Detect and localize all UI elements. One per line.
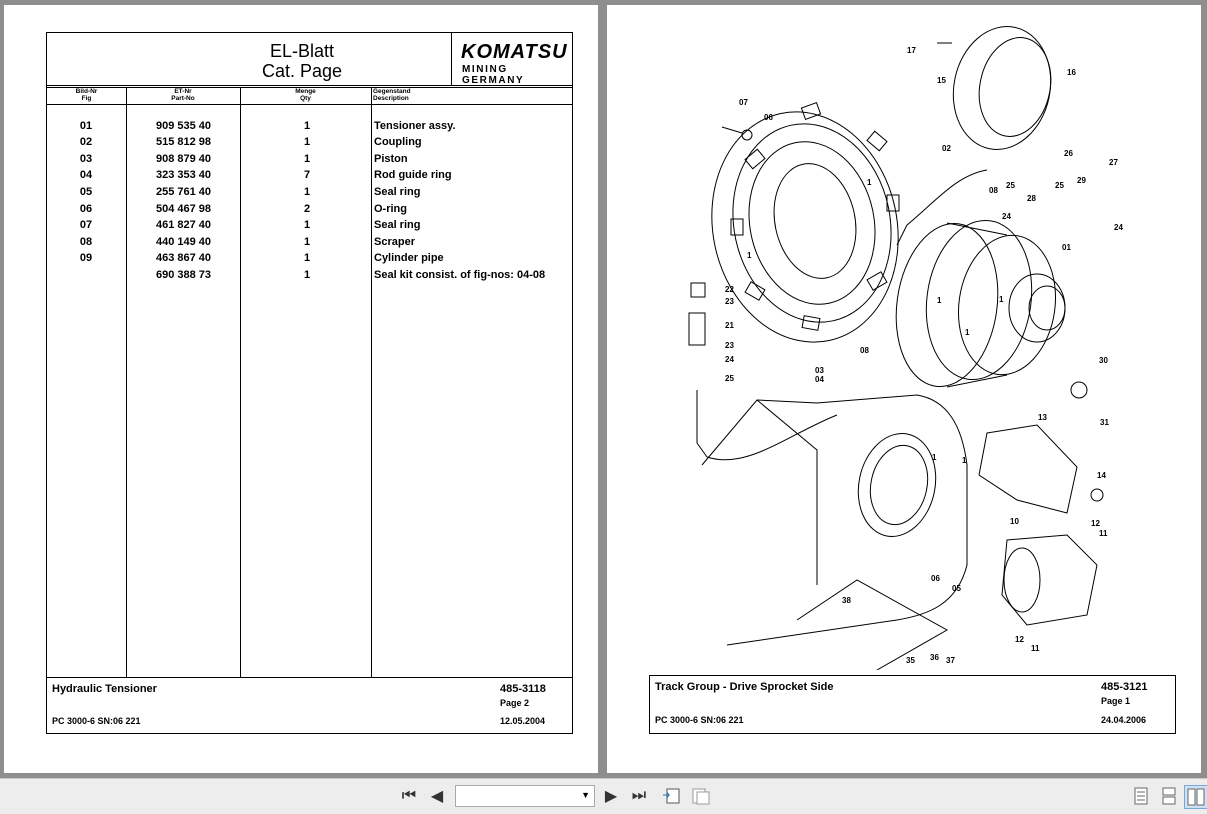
callout-label: 23 — [725, 297, 734, 306]
callout-label: 24 — [1002, 212, 1011, 221]
sprocket-drawing — [691, 94, 919, 359]
footer-group: Hydraulic Tensioner — [52, 683, 157, 695]
single-page-view-button[interactable] — [1130, 785, 1152, 807]
gearbox-drawing — [886, 214, 1065, 394]
callout-label: 1 — [932, 453, 937, 462]
callout-label: 30 — [1099, 356, 1108, 365]
callout-label: 24 — [725, 355, 734, 364]
prev-page-button[interactable] — [426, 785, 448, 807]
callout-label: 05 — [952, 584, 961, 593]
callout-label: 12 — [1015, 635, 1024, 644]
callout-label: 24 — [1114, 223, 1123, 232]
callout-label: 10 — [1010, 517, 1019, 526]
callout-label: 11 — [1031, 644, 1040, 653]
callout-label: 31 — [1100, 418, 1109, 427]
footer-number: 485-3118 — [500, 683, 546, 695]
callout-label: 1 — [965, 328, 970, 337]
facing-pages-icon — [1187, 788, 1205, 806]
callout-label: 08 — [989, 186, 998, 195]
guard-drawing — [797, 580, 947, 670]
callout-label: 12 — [1091, 519, 1100, 528]
callout-label: 37 — [946, 656, 955, 665]
komatsu-logo — [451, 33, 572, 85]
callout-label: 1 — [962, 456, 967, 465]
callout-label: 29 — [1077, 176, 1086, 185]
exploded-parts-diagram — [607, 5, 1201, 670]
frame-drawing — [702, 395, 967, 645]
footer-model: PC 3000-6 SN:06 221 — [52, 716, 141, 726]
footer-date: 24.04.2006 — [1101, 715, 1147, 725]
callout-label: 25 — [1006, 181, 1015, 190]
title-line-2: Cat. Page — [261, 61, 343, 81]
next-page-button[interactable] — [600, 785, 622, 807]
single-page-icon — [1133, 787, 1149, 805]
callout-label: 27 — [1109, 158, 1118, 167]
first-page-button[interactable] — [398, 785, 420, 807]
callout-label: 06 — [931, 574, 940, 583]
motor-drawing — [1002, 535, 1097, 625]
first-page-icon: ⏮ — [401, 787, 417, 804]
last-page-button[interactable] — [628, 785, 650, 807]
callout-label: 38 — [842, 596, 851, 605]
callout-label: 14 — [1097, 471, 1106, 480]
table-row: 03 908 879 40 1 Piston — [79, 153, 408, 165]
callout-label: 13 — [1038, 413, 1047, 422]
table-row: 01 909 535 40 1 Tensioner assy. — [79, 120, 456, 132]
viewer-toolbar — [0, 778, 1207, 814]
footer-page: Page 2 — [500, 698, 530, 708]
title-line-1: EL-Blatt — [269, 41, 335, 61]
hose-drawing — [897, 170, 987, 245]
callout-label: 02 — [942, 144, 951, 153]
next-page-icon: ▶ — [604, 788, 618, 805]
footer-page: Page 1 — [1101, 696, 1131, 706]
table-row: 08 440 149 40 1 Scraper — [79, 236, 415, 248]
footer-date: 12.05.2004 — [500, 716, 546, 726]
callout-label: 28 — [1027, 194, 1036, 203]
logo-main-text: KOMATSU — [461, 41, 568, 63]
catalog-page-right — [607, 5, 1201, 773]
catalog-page-left — [4, 5, 598, 773]
continuous-page-icon — [1161, 787, 1177, 805]
go-forward-view-button[interactable] — [690, 785, 712, 807]
callout-label: 11 — [1099, 529, 1108, 538]
callout-label: 35 — [906, 656, 915, 665]
title-block — [47, 33, 572, 86]
footer-group: Track Group - Drive Sprocket Side — [655, 681, 834, 693]
table-row: 05 255 761 40 1 Seal ring — [79, 186, 421, 198]
footer-rule — [47, 677, 572, 678]
callout-label: 06 — [764, 113, 773, 122]
table-row: 09 463 867 40 1 Cylinder pipe — [79, 252, 444, 264]
callout-label: 04 — [815, 375, 824, 384]
callout-label: 25 — [725, 374, 734, 383]
go-back-view-button[interactable] — [660, 785, 682, 807]
last-page-icon: ⏭ — [631, 787, 647, 804]
cover-drawing — [979, 425, 1077, 513]
col-header-desc: Gegenstand Description — [373, 88, 411, 102]
callout-label: 03 — [815, 366, 824, 375]
callout-label: 23 — [725, 341, 734, 350]
facing-pages-view-button[interactable] — [1184, 785, 1207, 809]
ring-drawing — [942, 17, 1062, 158]
callout-label: 08 — [860, 346, 869, 355]
table-row: 690 388 73 1 Seal kit consist. of fig-nos: 04-08 — [155, 269, 546, 281]
table-row: 07 461 827 40 1 Seal ring — [79, 219, 421, 231]
col-header-part: ET-Nr Part-No — [171, 88, 195, 102]
col-header-fig: Bild-Nr Fig — [75, 88, 98, 102]
table-row: 04 323 353 40 7 Rod guide ring — [79, 169, 452, 181]
table-row: 06 504 467 98 2 O-ring — [79, 203, 407, 215]
callout-label: 36 — [930, 653, 939, 662]
callout-label: 22 — [725, 285, 734, 294]
continuous-view-button[interactable] — [1158, 785, 1180, 807]
page-select[interactable] — [455, 785, 595, 807]
right-footer-block — [649, 675, 1176, 734]
callout-label: 16 — [1067, 68, 1076, 77]
callout-label: 17 — [907, 46, 916, 55]
table-row: 02 515 812 98 1 Coupling — [79, 136, 422, 148]
forward-view-icon — [691, 787, 711, 805]
back-view-icon — [661, 787, 681, 805]
callout-label: 1 — [999, 295, 1004, 304]
callout-label: 01 — [1062, 243, 1071, 252]
callout-label: 15 — [937, 76, 946, 85]
callout-label: 1 — [937, 296, 942, 305]
footer-model: PC 3000-6 SN:06 221 — [655, 715, 744, 725]
callout-label: 07 — [739, 98, 748, 107]
col-header-qty: Menge Qty — [295, 88, 316, 102]
callout-label: 26 — [1064, 149, 1073, 158]
footer-number: 485-3121 — [1101, 681, 1148, 693]
callout-label: 25 — [1055, 181, 1064, 190]
parts-list-frame — [46, 32, 573, 734]
callout-label: 1 — [747, 251, 752, 260]
logo-sub-text: MINING GERMANY — [462, 64, 525, 86]
chevron-down-icon: ▼ — [581, 790, 590, 800]
callout-label: 1 — [867, 178, 872, 187]
prev-page-icon: ◀ — [430, 788, 444, 805]
callout-label: 21 — [725, 321, 734, 330]
